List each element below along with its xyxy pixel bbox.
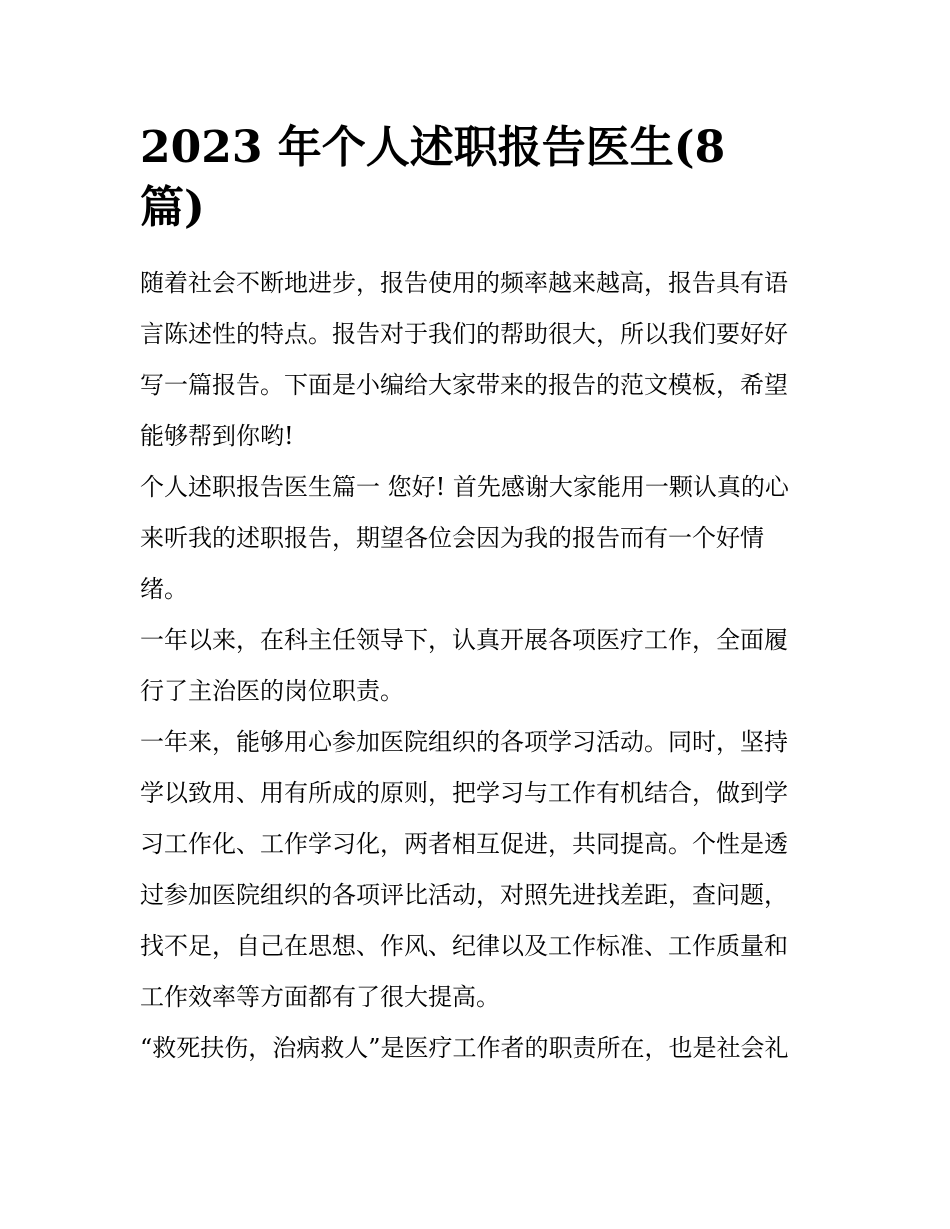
text-line: 找不足，自己在思想、作风、纪律以及工作标准、工作质量和 <box>140 932 788 960</box>
text-line: 来听我的述职报告，期望各位会因为我的报告而有一个好情 <box>140 524 764 552</box>
paragraph-intro <box>140 258 812 462</box>
text-line: 随着社会不断地进步，报告使用的频率越来越高，报告具有语 <box>140 269 788 297</box>
text-line: 工作效率等方面都有了很大提高。 <box>140 983 500 1011</box>
text-line: 一年来，能够用心参加医院组织的各项学习活动。同时，坚持 <box>140 728 788 756</box>
text-line: 过参加医院组织的各项评比活动，对照先进找差距，查问题， <box>140 881 788 909</box>
text-line: 绪。 <box>140 575 188 603</box>
text-line: 言陈述性的特点。报告对于我们的帮助很大，所以我们要好好 <box>140 320 788 348</box>
paragraph-mission <box>140 1023 812 1074</box>
paragraph-learning <box>140 717 812 1023</box>
text-line: 行了主治医的岗位职责。 <box>140 677 404 705</box>
title-line: 篇) <box>140 182 205 233</box>
document-page <box>140 0 812 1074</box>
text-line: 个人述职报告医生篇一 您好! 首先感谢大家能用一颗认真的心 <box>140 473 789 501</box>
document-body <box>140 258 812 1074</box>
text-line: 习工作化、工作学习化，两者相互促进，共同提高。个性是透 <box>140 830 788 858</box>
text-line: 学以致用、用有所成的原则，把学习与工作有机结合，做到学 <box>140 779 788 807</box>
text-line: “救死扶伤，治病救人”是医疗工作者的职责所在，也是社会礼 <box>140 1034 789 1062</box>
text-line: 写一篇报告。下面是小编给大家带来的报告的范文模板，希望 <box>140 371 788 399</box>
text-line: 能够帮到你哟! <box>140 422 294 450</box>
document-title <box>140 0 780 238</box>
paragraph-greeting <box>140 462 812 615</box>
text-line: 一年以来，在科主任领导下，认真开展各项医疗工作，全面履 <box>140 626 788 654</box>
paragraph-duties <box>140 615 812 717</box>
title-line: 2023 年个人述职报告医生(8 <box>140 122 726 173</box>
